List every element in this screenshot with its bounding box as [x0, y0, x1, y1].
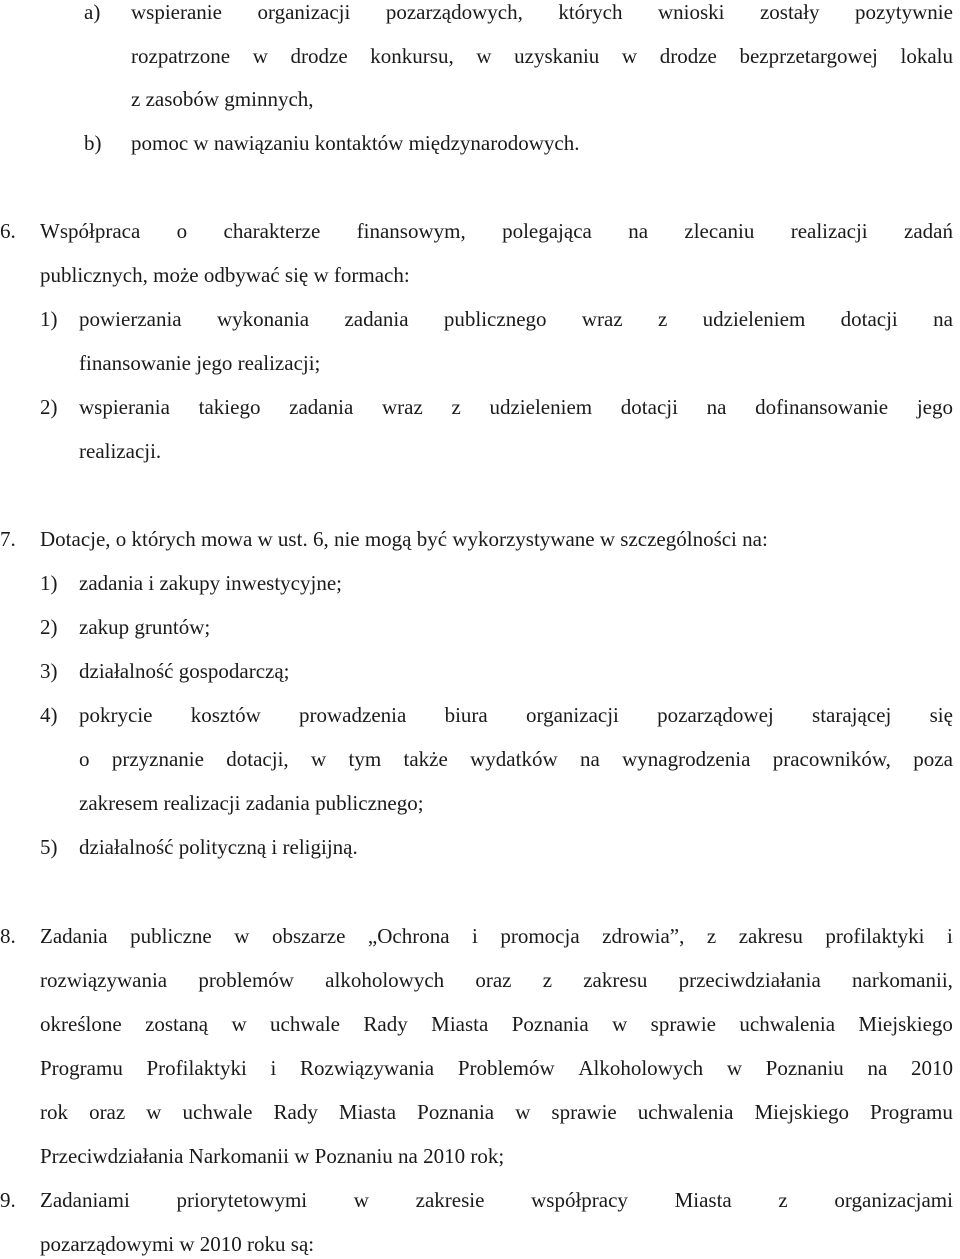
section-9-line-2: pozarządowymi w 2010 roku są:: [40, 1232, 315, 1256]
section-8-line-1: Zadania publiczne w obszarze „Ochrona i promocja zdrowia”, z zakresu profilaktyki i: [40, 924, 953, 948]
list-marker-a: a): [84, 0, 101, 24]
section-6-item-1-line-2: finansowanie jego realizacji;: [79, 351, 321, 375]
section-7-item-4-line-1: pokrycie kosztów prowadzenia biura organizacji pozarządowej starającej się: [79, 703, 953, 727]
section-7-item-5-marker: 5): [40, 835, 58, 859]
section-7-item-2-marker: 2): [40, 615, 58, 639]
section-7-item-1-line-1: zadania i zakupy inwestycyjne;: [79, 571, 342, 595]
section-7-item-4-line-3: zakresem realizacji zadania publicznego;: [79, 791, 424, 815]
item-b-line-1: pomoc w nawiązaniu kontaktów międzynarodowych.: [131, 131, 580, 155]
item-a-line-1: wspieranie organizacji pozarządowych, których wnioski zostały pozytywnie: [131, 0, 953, 24]
section-6-line-1: Współpraca o charakterze finansowym, polegająca na zlecaniu realizacji zadań: [40, 219, 953, 243]
section-8-line-4: Programu Profilaktyki i Rozwiązywania Problemów Alkoholowych w Poznaniu na 2010: [40, 1056, 953, 1080]
section-7-line-1: Dotacje, o których mowa w ust. 6, nie mogą być wykorzystywane w szczególności na:: [40, 527, 768, 551]
section-7-item-2-line-1: zakup gruntów;: [79, 615, 211, 639]
section-6-item-1-line-1: powierzania wykonania zadania publicznego wraz z udzieleniem dotacji na: [79, 307, 953, 331]
section-6-item-1-marker: 1): [40, 307, 58, 331]
section-8-line-6: Przeciwdziałania Narkomanii w Poznaniu na 2010 rok;: [40, 1144, 505, 1168]
section-7-item-1-marker: 1): [40, 571, 58, 595]
section-9-line-1: Zadaniami priorytetowymi w zakresie współpracy Miasta z organizacjami: [40, 1188, 953, 1212]
section-7-item-3-marker: 3): [40, 659, 58, 683]
section-8-line-3: określone zostaną w uchwale Rady Miasta Poznania w sprawie uchwalenia Miejskiego: [40, 1012, 953, 1036]
list-marker-b: b): [84, 131, 102, 155]
item-a-line-3: z zasobów gminnych,: [131, 87, 314, 111]
item-a-line-2: rozpatrzone w drodze konkursu, w uzyskaniu w drodze bezprzetargowej lokalu: [131, 44, 953, 68]
section-6-item-2-line-1: wspierania takiego zadania wraz z udzieleniem dotacji na dofinansowanie jego: [79, 395, 953, 419]
section-8-line-2: rozwiązywania problemów alkoholowych oraz z zakresu przeciwdziałania narkomanii,: [40, 968, 953, 992]
section-6-item-2-marker: 2): [40, 395, 58, 419]
section-7-item-3-line-1: działalność gospodarczą;: [79, 659, 290, 683]
section-7-item-5-line-1: działalność polityczną i religijną.: [79, 835, 358, 859]
section-8-line-5: rok oraz w uchwale Rady Miasta Poznania w sprawie uchwalenia Miejskiego Programu: [40, 1100, 953, 1124]
section-7-item-4-line-2: o przyznanie dotacji, w tym także wydatków na wynagrodzenia pracowników, poza: [79, 747, 953, 771]
section-7-item-4-marker: 4): [40, 703, 58, 727]
section-7-number: 7.: [0, 527, 16, 551]
section-6-item-2-line-2: realizacji.: [79, 439, 162, 463]
section-9-number: 9.: [0, 1188, 16, 1212]
section-6-number: 6.: [0, 219, 16, 243]
section-6-line-2: publicznych, może odbywać się w formach:: [40, 263, 410, 287]
section-8-number: 8.: [0, 924, 16, 948]
